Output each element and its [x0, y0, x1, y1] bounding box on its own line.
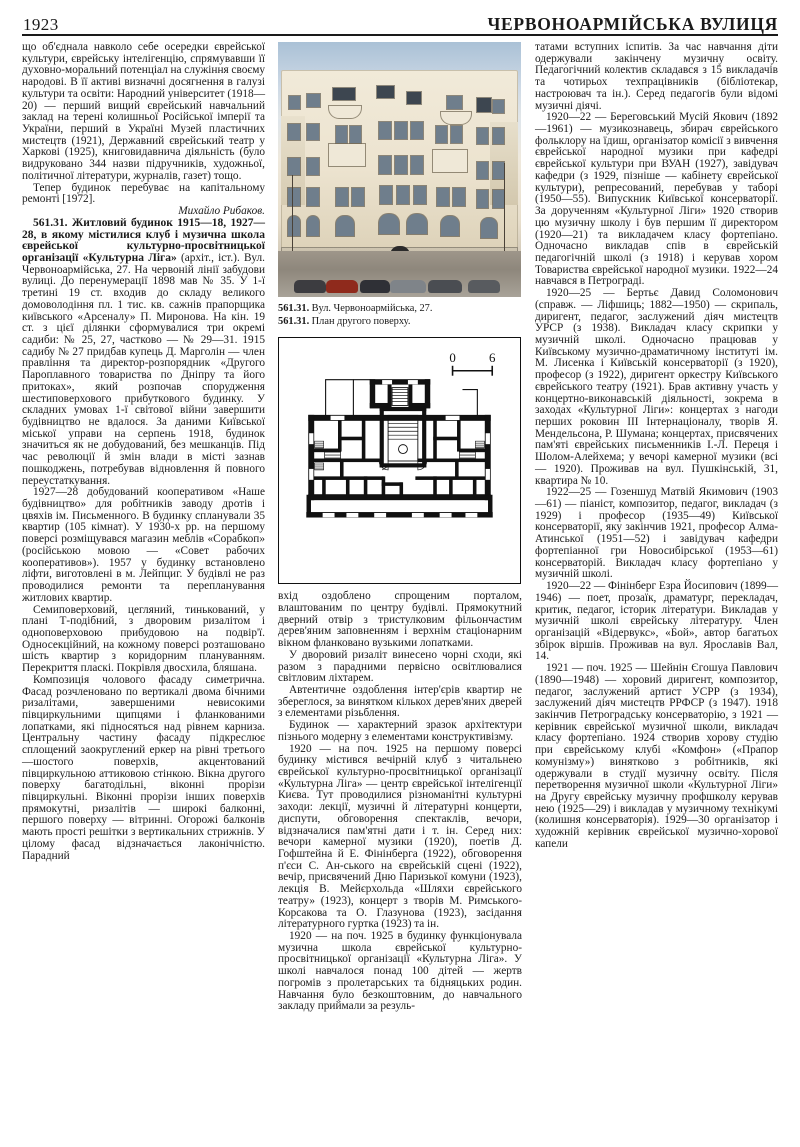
paragraph-left-1: що об'єднала навколо себе осередки єврейської культури, єврейську інтелігенцію, спрямувавши її духовно-моральний потенціал на служіння своєму народові. В її активі визначні досягнення в галузі культури та освіти: Народний університет (1918—20) — перший вищий єврейський навчальний заклад на терені колишньої Російської імперії та України, перший в Україні Музей пластичних мистецтв (1921), Державний єврейський театр у Харкові (1925), книговидавнича діяльність (було видруковано 344 назви підручників, художньої, політичної літератури, журналів, газет) тощо.: [22, 41, 265, 182]
paragraph-right-1: татами вступних іспитів. За час навчання діти одержували закінчену музичну освіту. Педагогічний колектив складався з 15 викладачів та чотирьох техпрацівників (бібліотекар, настроювач та ін.). Серед педагогів були відомі музичні діячі.: [535, 41, 778, 112]
three-column-layout: [22, 42, 778, 1142]
entry-heading: 561.31. Житловий будинок 1915—18, 1927—28, в якому містилися клуб і музична школа єврейської культурно-просвітницької організації «Культурна Ліга»: [22, 216, 265, 264]
photo-car: [294, 280, 326, 293]
running-head-title: ЧЕРВОНОАРМІЙСЬКА ВУЛИЦЯ: [487, 13, 778, 34]
paragraph-mid-3: Автентичне оздоблення інтер'єрів квартир не збереглося, за винятком кількох дерев'яних дверей з елементами різьблення.: [278, 683, 522, 720]
paragraph-mid-4: Будинок — характерний зразок архітектури пізнього модерну з елементами конструктивізму.: [278, 719, 522, 743]
paragraph-left-2: Тепер будинок перебуває на капітальному ремонті [1972].: [22, 181, 265, 206]
photo-car: [390, 280, 426, 293]
caption-photo: [278, 303, 522, 315]
bio-sheinin: 1921 — поч. 1925 — Шейнін Єгошуа Павлович (1890—1948) — хоровий диригент, композитор, педагог, заслужений артист УСРР (з 1934), заслужений діяч мистецтв РРФСР (з 1947). 1918 закінчив Петроградську консерваторію, з 1921 — керівник єврейської музичної школи, викладач класу фортепіано. 1924 створив хорову студію при єврейському клубі «Комфон» («Прапор комунізму») винятково з робітників, які одержували в студії музичну освіту. Після перетворення музичної школи «Культурної Ліги» на Другу єврейську музичну профшколу керував нею (1925—29) і викладав у музичному технікумі (колишня консерваторія). 1929—30 організатор і художній керівник єврейської музично-хорової капели: [535, 662, 778, 850]
building-photo: [278, 42, 521, 297]
photo-car: [468, 280, 500, 293]
paragraph-mid-1: вхід оздоблено спрощеним порталом, влаштованим по центру будівлі. Прямокутний дверний отвір з тристулковим фільончастим дерев'яним заповненням і верхнім стаціонарним вікном фланковано вузькими лопатками.: [278, 590, 522, 650]
entry-body: (архіт., іст.). Вул. Червоноармійська, 27. На червоній лінії забудови вулиці. До перенумерації 1898 мав № 35. У 1-ї третині 19 ст. входив до складу великого домоволодіння пл. 1 тис. кв. сажнів прапорщика київського «Арсеналу» П. Миронова. На кін. 19 ст. з цієї ділянки сформувалися три окремі садиби: № 25, 27, частково — № 29—31. 1915 садибу № 27 придбав купець Д. Марголін — член правління та директор-розпорядник «Другого Пароплавного товариства по Дніпру та його притоках», який розпочав спорудження шестиповерхового прибуткового будинку. У складних умовах 1-ї світової війни завершити будівництво не вдалося. За даними Київської міської управи на серпень 1918, будинок значиться як не добудований, без мешканців. Під час революції й змін влади в місті зазнав пошкоджень, потребував відновлення й повного переустаткування.: [22, 251, 265, 487]
paragraph-mid-2: У дворовий ризаліт винесено чорні сходи, які разом з парадними первісно освітлювалися світловим ліхтарем.: [278, 648, 522, 685]
photo-car: [360, 280, 390, 293]
paragraph-mid-6: 1920 — на поч. 1925 в будинку функціонувала музична школа єврейської культурно-просвітницької організації «Культурна Ліга». У школі навчалося понад 100 дітей — жертв погромів з пролетарських та бідняцьких родин. Навчання було безкоштовним, до навчального закладу приймали за резуль-: [278, 930, 522, 1013]
bio-fininberh: 1920—22 — Фінінберг Езра Йосипович (1899—1946) — поет, прозаїк, драматург, перекладач, критик, педагог, історик літератури. Викладав у музичній школі єврейську літературу. Член організацій «Відервукс», «Бой», автор багатьох збірок віршів. Проживав на вул. Ярославів Вал, 14.: [535, 580, 778, 663]
plan-scale-right-label: 6: [489, 351, 496, 366]
plan-scale-left-label: 0: [449, 351, 456, 366]
caption-plan: [278, 316, 522, 328]
photo-building-facade: [281, 70, 518, 251]
column-right: [535, 42, 778, 1142]
caption-plan-text: План другого поверху.: [311, 315, 411, 327]
bio-hozenshud: 1922—25 — Гозеншуд Матвій Якимович (1903—61) — піаніст, композитор, педагог, викладач (з 1929) і професор (1935—49) Київської консерваторії, яку закінчив 1921, професор Алма-Атинської (1951—52) і завідувач кафедри фортепіанної гри Новосибірської (1953—61) консерваторій. Викладач класу фортепіано у музичній школі.: [535, 486, 778, 581]
entry-561-31: [22, 218, 265, 488]
figure-captions: [278, 303, 522, 327]
caption-photo-text: Вул. Червоноармійська, 27.: [311, 303, 433, 314]
floor-plan-drawing: [279, 338, 520, 583]
bio-bertie: 1920—25 — Бертьє Давид Соломонович (справж. — Ліфшиць; 1882—1950) — скрипаль, диригент, педагог, заслужений діяч мистецтв УРСР (з 1938). Викладач класу скрипки у музичній школі. Одночасно працював у Київському музично-драматичному інституті ім. М. Лисенка і Київській консерваторії (з 1920), професор (з 1922), диригент оркестру Київського єврейського театру (1921). Брав активну участь у концертно-виконавській діяльності, зокрема в заходах «Культурної Ліги»: концертах з нагоди перших роковин III Інтернаціоналу, творів Я. Мендельсона, Р. Шумана; концертах, присвячених пам'яті єврейських письменників І.-Л. Переця і Шолом-Алейхема; у вечорі камерної музики (всі — 1920). Проживав на вул. Пушкінській, 31, квартира № 10.: [535, 287, 778, 487]
page-number: 1923: [23, 15, 59, 34]
paragraph-left-4: Семиповерховий, цегляний, тинькований, у плані Т-подібний, з дворовим ризалітом і одноповерховою прибудовою на подвір'ї. Односекційний, на кожному поверсі розташовано шість квартир з коридорним плануванням. Перекриття пласкі. Покрівля двосхила, бляшана.: [22, 603, 265, 675]
paragraph-left-3: 1927—28 добудований кооперативом «Наше будівництво» для робітників заводу дротів і цвяхів ім. Письменного. В будинку спланували 35 квартир (105 кімнат). У 1930-х рр. на першому поверсі розміщувався магазин меблів «Сорабкоп» (російською мовою — «Совет рабочих кооперативов»). 1957 у будинку встановлено ліфти, виготовлені в м. Лейпциг. У будівлі не раз проводилися ремонти та перепланування житлових квартир.: [22, 486, 265, 604]
caption-photo-number: 561.31.: [278, 303, 310, 314]
paragraph-left-5: Композиція чолового фасаду симетрична. Фасад розчленовано по вертикалі двома бічними ризалітами, завершеними невисокими півциркульними щипцями і фланкованими лопатками, які підносяться над рівнем карниза. Центральну частину фасаду підкреслює сплощений заокруглений еркер на рівні третього—шостого поверхів, акцентований півциркульною аттиковою стінкою. Вікна другого поверху багатодільні, віконні прорізи півциркульні. Віконні прорізи інших поверхів прямокутні, ризалітів — широкі балконні, першого поверху — вітринні. Огорожі балконів мають прості решітки з вертикальних стрижнів. У цілому фасад відзначається лаконічністю. Парадний: [22, 673, 265, 862]
header-rule: [22, 34, 778, 36]
paragraph-mid-5: 1920 — на поч. 1925 на першому поверсі будинку містився вечірній клуб з читальнею єврейської культурно-просвітницької організації «Культурна Ліга» — центр єврейської інтелігенції Києва. Тут проводилися різноманітні культурні заходи: лекції, музичні й літературні концерти, диспути, обговорення спектаклів, вечори, відзначалися пам'ятні дати і т. ін. Серед них: вечори камерної музики (1920), поетів Д. Гофштейна й Е. Фінінберга (1922), обговорення п'єси С. Ан-ського на єврейській сцені (1922), вечір, присвячений Дню Паризької комуни (1923), лекція В. Мейєрхольда «Шляхи єврейського театру» (1923), концерт з творів М. Римського-Корсакова та О. Глазунова (1923), засідання літературного гуртка (1923) та ін.: [278, 742, 522, 931]
floor-plan: [278, 337, 521, 584]
photo-car: [428, 280, 462, 293]
column-middle: [278, 42, 522, 1142]
bio-berehovskyi: 1920—22 — Береговський Мусій Якович (1892—1961) — музикознавець, збирач єврейського фольклору на їдиш, організатор комісії з вивчення єврейської народної музики при кафедрі єврейської культури при ВУАН (1927), завідувач кафедри (з 1929, пізніше — кабінету єврейської культури), репресований, перебував у таборі (1950—55). Випускник Київської консерваторії. За дорученням «Культурної Ліги» 1920 створив цю музичну школу і був першим її директором (1920—21) та викладачем класу фортепіано. Одночасно викладав спів в єврейській педагогічній школі (з 1918) і керував хором Товариства єврейської народної музики. 1922—24 навчався в Петрограді.: [535, 111, 778, 288]
author-signature: Михайло Рибаков.: [178, 205, 265, 218]
running-head: [23, 8, 778, 34]
column-left: [22, 42, 265, 1142]
photo-car: [326, 280, 358, 293]
caption-plan-number: 561.31.: [278, 315, 310, 327]
